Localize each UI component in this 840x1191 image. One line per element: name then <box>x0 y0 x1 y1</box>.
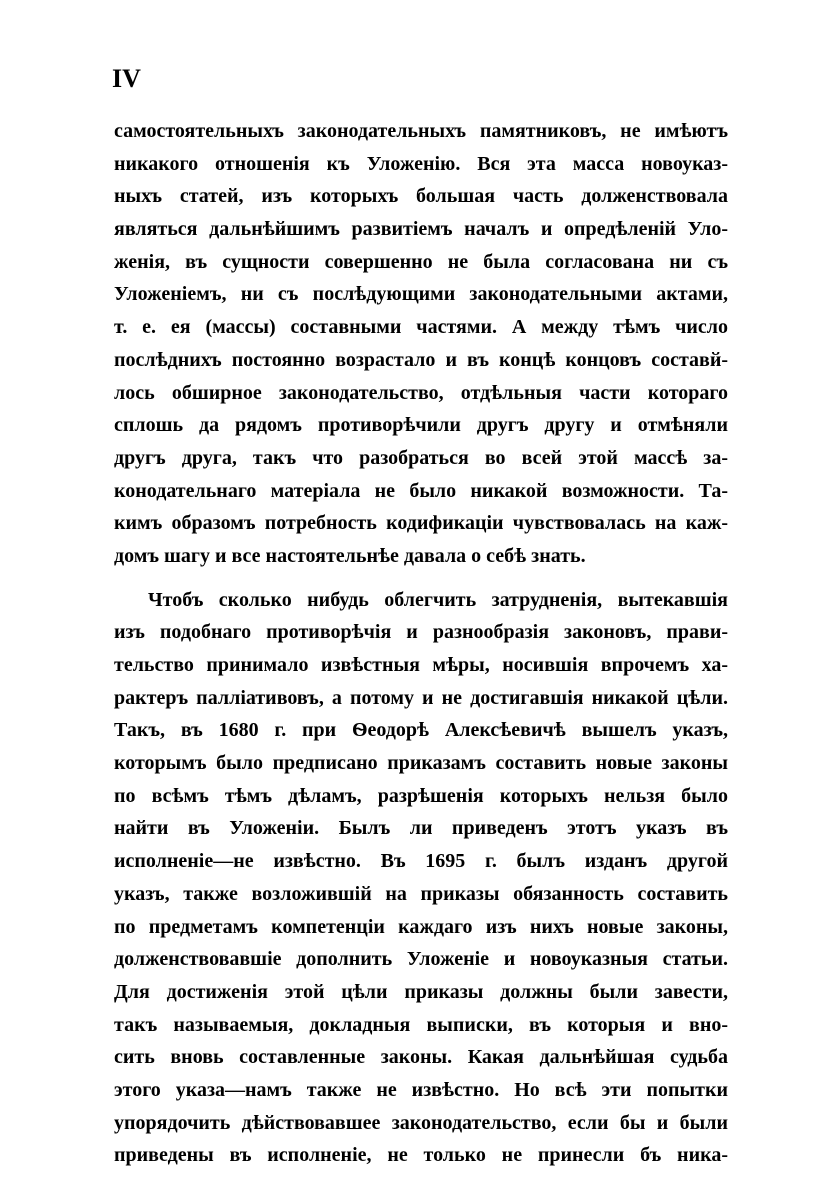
text-line: рактеръ палліативовъ, а потому и не достигавшія никакой цѣли. <box>114 686 728 709</box>
text-line: долженствовавшіе дополнить Уложеніе и новоуказныя статьи. <box>114 948 728 971</box>
text-line: никакого отношенія къ Уложенію. Вся эта масса новоуказ- <box>114 152 728 175</box>
text-line: самостоятельныхъ законодательныхъ памятниковъ, не имѣютъ <box>114 120 728 142</box>
text-line: тельство принимало извѣстныя мѣры, носившія впрочемъ ха- <box>114 654 728 676</box>
body-text <box>114 115 728 1172</box>
text-line: которымъ было предписано приказамъ составить новые законы <box>114 752 728 775</box>
text-line: являться дальнѣйшимъ развитіемъ началъ и опредѣленій Уло- <box>114 218 728 241</box>
text-line: по предметамъ компетенціи каждаго изъ нихъ новые законы, <box>114 915 728 938</box>
text-line: ныхъ статей, изъ которыхъ большая часть долженствовала <box>114 185 728 208</box>
text-line: сплошь да рядомъ противорѣчили другъ другу и отмѣняли <box>114 414 728 437</box>
text-line: послѣднихъ постоянно возрастало и въ концѣ концовъ составй- <box>114 348 728 371</box>
text-line: Для достиженія этой цѣли приказы должны были завести, <box>114 980 728 1003</box>
text-line: сить вновь составленные законы. Какая дальнѣйшая судьба <box>114 1046 728 1069</box>
paragraph-2 <box>114 584 728 1172</box>
text-line: другъ друга, такъ что разобраться во всей этой массѣ за- <box>114 446 728 469</box>
text-line: кимъ образомъ потребность кодификаціи чувствовалась на каж- <box>114 512 728 535</box>
text-line: приведены въ исполненіе, не только не принесли бъ ника- <box>114 1144 728 1167</box>
text-line: исполненіе—не извѣстно. Въ 1695 г. былъ изданъ другой <box>114 850 728 873</box>
text-line: т. е. ея (массы) составными частями. А между тѣмъ число <box>114 316 728 339</box>
text-line: по всѣмъ тѣмъ дѣламъ, разрѣшенія которыхъ нельзя было <box>114 784 728 807</box>
text-line: женія, въ сущности совершенно не была согласована ни съ <box>114 250 728 273</box>
text-line: такъ называемыя, докладныя выписки, въ которыя и вно- <box>114 1013 728 1036</box>
text-line: конодательнаго матеріала не было никакой возможности. Та- <box>114 479 728 502</box>
text-line: Уложеніемъ, ни съ послѣдующими законодательными актами, <box>114 283 728 306</box>
text-line: изъ подобнаго противорѣчія и разнообразія законовъ, прави- <box>114 621 728 644</box>
text-line: домъ шагу и все настоятельнѣе давала о себѣ знать. <box>114 544 586 567</box>
text-line: этого указа—намъ также не извѣстно. Но всѣ эти попытки <box>114 1078 728 1101</box>
text-line: Такъ, въ 1680 г. при Ѳеодорѣ Алексѣевичѣ вышелъ указъ, <box>114 719 728 742</box>
text-line: лось обширное законодательство, отдѣльныя части котораго <box>114 381 728 404</box>
text-line: Чтобъ сколько нибудь облегчить затрудненія, вытекавшія <box>148 588 728 611</box>
text-line: найти въ Уложеніи. Былъ ли приведенъ этотъ указъ въ <box>114 817 728 840</box>
text-line: упорядочить дѣйствовавшее законодательство, если бы и были <box>114 1111 728 1134</box>
page-number: IV <box>112 64 141 93</box>
paragraph-1 <box>114 115 728 573</box>
text-line: указъ, также возложившій на приказы обязанность составить <box>114 882 728 905</box>
